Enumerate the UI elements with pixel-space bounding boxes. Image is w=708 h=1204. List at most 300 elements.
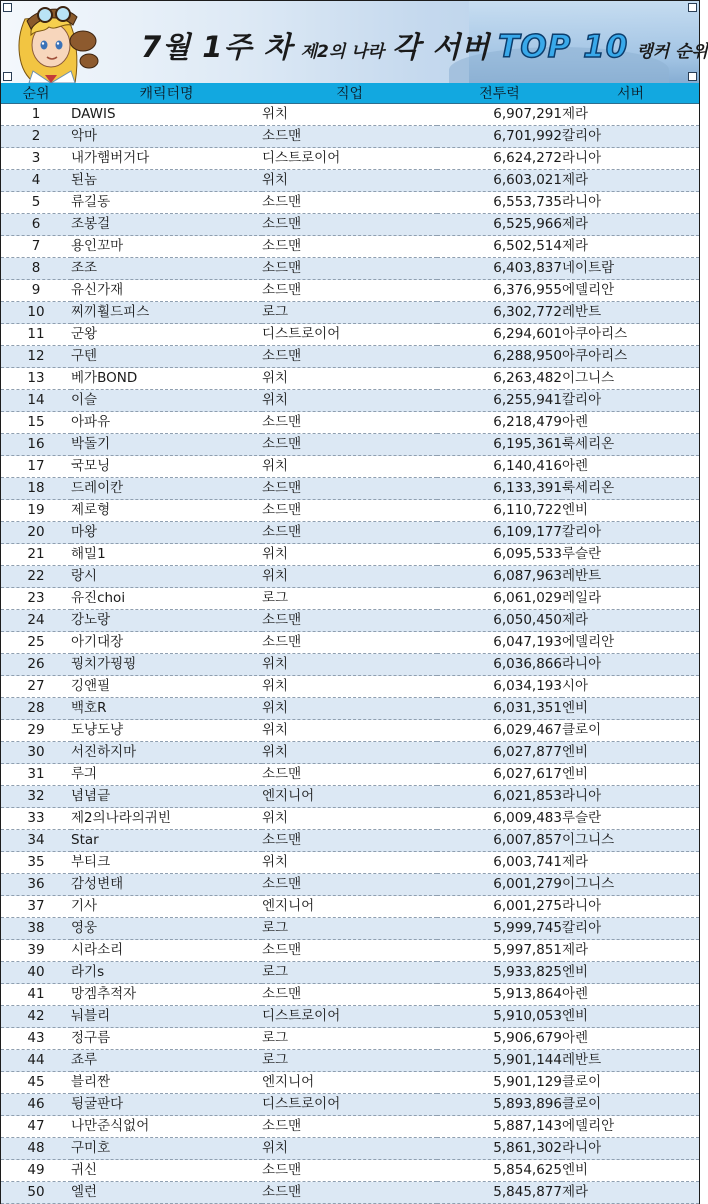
cell-server: 제라 (562, 214, 699, 236)
cell-character-name: 엘런 (71, 1182, 262, 1204)
cell-server: 제라 (562, 610, 699, 632)
table-row (1, 192, 699, 214)
cell-combat-power: 5,913,864 (437, 984, 562, 1006)
cell-server: 시아 (562, 676, 699, 698)
header-job: 직업 (262, 83, 437, 104)
table-row (1, 808, 699, 830)
cell-character-name: 해밀1 (71, 544, 262, 566)
cell-character-name: 망겜추적자 (71, 984, 262, 1006)
cell-combat-power: 5,906,679 (437, 1028, 562, 1050)
cell-combat-power: 6,061,029 (437, 588, 562, 610)
cell-character-name: 악마 (71, 126, 262, 148)
cell-server: 칼리아 (562, 126, 699, 148)
header-rank: 순위 (1, 83, 71, 104)
cell-character-name: 정구름 (71, 1028, 262, 1050)
cell-rank: 4 (1, 170, 71, 192)
cell-character-name: 찌끼훨드피스 (71, 302, 262, 324)
cell-job: 소드맨 (262, 346, 437, 368)
table-row (1, 214, 699, 236)
table-row (1, 126, 699, 148)
cell-job: 위치 (262, 1138, 437, 1160)
cell-combat-power: 5,901,144 (437, 1050, 562, 1072)
table-row (1, 1006, 699, 1028)
corner-mark (3, 3, 12, 12)
cell-rank: 12 (1, 346, 71, 368)
cell-rank: 34 (1, 830, 71, 852)
cell-server: 아쿠아리스 (562, 324, 699, 346)
cell-job: 소드맨 (262, 478, 437, 500)
cell-server: 라니아 (562, 654, 699, 676)
table-row (1, 654, 699, 676)
cell-job: 로그 (262, 918, 437, 940)
cell-character-name: 제2의나라의귀빈 (71, 808, 262, 830)
cell-job: 위치 (262, 170, 437, 192)
cell-server: 에델리안 (562, 1116, 699, 1138)
cell-combat-power: 6,027,617 (437, 764, 562, 786)
cell-character-name: 유신가재 (71, 280, 262, 302)
cell-combat-power: 6,263,482 (437, 368, 562, 390)
cell-rank: 36 (1, 874, 71, 896)
cell-server: 라니아 (562, 148, 699, 170)
cell-rank: 21 (1, 544, 71, 566)
cell-combat-power: 6,255,941 (437, 390, 562, 412)
title-each-server: 각 서버 (392, 30, 491, 64)
table-row (1, 1050, 699, 1072)
cell-job: 위치 (262, 456, 437, 478)
cell-rank: 39 (1, 940, 71, 962)
cell-job: 위치 (262, 676, 437, 698)
cell-job: 로그 (262, 1028, 437, 1050)
cell-character-name: 아파유 (71, 412, 262, 434)
table-row (1, 324, 699, 346)
cell-job: 소드맨 (262, 126, 437, 148)
table-header (1, 83, 699, 104)
cell-combat-power: 6,047,193 (437, 632, 562, 654)
cell-rank: 28 (1, 698, 71, 720)
cell-combat-power: 6,034,193 (437, 676, 562, 698)
cell-server: 칼리아 (562, 390, 699, 412)
cell-character-name: 드레이칸 (71, 478, 262, 500)
table-row (1, 544, 699, 566)
cell-server: 클로이 (562, 1072, 699, 1094)
cell-rank: 9 (1, 280, 71, 302)
cell-job: 위치 (262, 104, 437, 126)
cell-job: 위치 (262, 852, 437, 874)
cell-combat-power: 5,893,896 (437, 1094, 562, 1116)
cell-job: 소드맨 (262, 764, 437, 786)
cell-rank: 10 (1, 302, 71, 324)
table-row (1, 1116, 699, 1138)
cell-character-name: 구텐 (71, 346, 262, 368)
cell-rank: 22 (1, 566, 71, 588)
cell-rank: 43 (1, 1028, 71, 1050)
cell-server: 룩세리온 (562, 434, 699, 456)
cell-server: 에델리안 (562, 632, 699, 654)
cell-server: 루슬란 (562, 544, 699, 566)
cell-server: 이그니스 (562, 874, 699, 896)
cell-server: 라니아 (562, 896, 699, 918)
cell-job: 소드맨 (262, 522, 437, 544)
cell-combat-power: 6,195,361 (437, 434, 562, 456)
table-row (1, 698, 699, 720)
cell-server: 루슬란 (562, 808, 699, 830)
cell-rank: 23 (1, 588, 71, 610)
table-body (1, 104, 699, 1204)
cell-job: 위치 (262, 566, 437, 588)
cell-combat-power: 6,525,966 (437, 214, 562, 236)
cell-job: 로그 (262, 1050, 437, 1072)
cell-job: 엔지니어 (262, 786, 437, 808)
cell-character-name: 뒹굴판다 (71, 1094, 262, 1116)
table-row (1, 720, 699, 742)
cell-server: 제라 (562, 236, 699, 258)
cell-character-name: 루긔 (71, 764, 262, 786)
cell-character-name: 나만준식없어 (71, 1116, 262, 1138)
cell-rank: 17 (1, 456, 71, 478)
table-row (1, 280, 699, 302)
cell-character-name: 구미호 (71, 1138, 262, 1160)
cell-combat-power: 6,376,955 (437, 280, 562, 302)
cell-character-name: 기사 (71, 896, 262, 918)
cell-combat-power: 5,910,053 (437, 1006, 562, 1028)
cell-combat-power: 5,887,143 (437, 1116, 562, 1138)
cell-server: 제라 (562, 170, 699, 192)
corner-mark (3, 72, 12, 81)
cell-server: 엔비 (562, 962, 699, 984)
cell-combat-power: 6,110,722 (437, 500, 562, 522)
cell-character-name: 조조 (71, 258, 262, 280)
cell-combat-power: 6,302,772 (437, 302, 562, 324)
header-character-name: 캐릭터명 (71, 83, 262, 104)
cell-server: 이그니스 (562, 368, 699, 390)
table-row (1, 588, 699, 610)
cell-rank: 50 (1, 1182, 71, 1204)
cell-character-name: 서진하지마 (71, 742, 262, 764)
cell-rank: 2 (1, 126, 71, 148)
table-row (1, 412, 699, 434)
corner-mark (688, 72, 697, 81)
cell-job: 소드맨 (262, 1116, 437, 1138)
title-top10: TOP 10 (498, 29, 629, 65)
cell-job: 디스트로이어 (262, 324, 437, 346)
cell-job: 엔지니어 (262, 1072, 437, 1094)
cell-combat-power: 6,294,601 (437, 324, 562, 346)
cell-rank: 45 (1, 1072, 71, 1094)
cell-job: 소드맨 (262, 434, 437, 456)
corner-mark (688, 3, 697, 12)
table-row (1, 236, 699, 258)
cell-combat-power: 6,907,291 (437, 104, 562, 126)
cell-rank: 40 (1, 962, 71, 984)
cell-combat-power: 6,502,514 (437, 236, 562, 258)
cell-character-name: 제로형 (71, 500, 262, 522)
cell-combat-power: 6,288,950 (437, 346, 562, 368)
cell-character-name: 박돌기 (71, 434, 262, 456)
cell-rank: 33 (1, 808, 71, 830)
table-row (1, 764, 699, 786)
cell-rank: 5 (1, 192, 71, 214)
table-row (1, 786, 699, 808)
table-row (1, 148, 699, 170)
cell-combat-power: 6,007,857 (437, 830, 562, 852)
cell-rank: 31 (1, 764, 71, 786)
cell-job: 소드맨 (262, 940, 437, 962)
cell-server: 라니아 (562, 192, 699, 214)
table-row (1, 610, 699, 632)
cell-rank: 14 (1, 390, 71, 412)
cell-character-name: 조봉걸 (71, 214, 262, 236)
cell-character-name: 강노랑 (71, 610, 262, 632)
cell-combat-power: 6,624,272 (437, 148, 562, 170)
table-row (1, 302, 699, 324)
title-ranker: 랭커 순위 (636, 42, 708, 62)
cell-job: 소드맨 (262, 1160, 437, 1182)
cell-job: 소드맨 (262, 984, 437, 1006)
cell-character-name: Star (71, 830, 262, 852)
cell-combat-power: 6,050,450 (437, 610, 562, 632)
header-row (1, 83, 699, 104)
cell-character-name: 시라소리 (71, 940, 262, 962)
cell-rank: 37 (1, 896, 71, 918)
table-row (1, 346, 699, 368)
cell-rank: 25 (1, 632, 71, 654)
cell-rank: 38 (1, 918, 71, 940)
cell-job: 소드맨 (262, 412, 437, 434)
cell-character-name: 군왕 (71, 324, 262, 346)
table-row (1, 522, 699, 544)
cell-rank: 24 (1, 610, 71, 632)
cell-combat-power: 5,861,302 (437, 1138, 562, 1160)
cell-combat-power: 6,087,963 (437, 566, 562, 588)
cell-combat-power: 6,218,479 (437, 412, 562, 434)
cell-rank: 42 (1, 1006, 71, 1028)
table-row (1, 940, 699, 962)
table-row (1, 874, 699, 896)
cell-rank: 18 (1, 478, 71, 500)
table-row (1, 1138, 699, 1160)
cell-server: 아렌 (562, 456, 699, 478)
cell-rank: 11 (1, 324, 71, 346)
cell-combat-power: 5,854,625 (437, 1160, 562, 1182)
cell-combat-power: 5,845,877 (437, 1182, 562, 1204)
cell-character-name: 아기대장 (71, 632, 262, 654)
cell-character-name: 국모닝 (71, 456, 262, 478)
cell-rank: 20 (1, 522, 71, 544)
table-row (1, 1182, 699, 1204)
cell-server: 엔비 (562, 1006, 699, 1028)
cell-combat-power: 6,029,467 (437, 720, 562, 742)
cell-rank: 29 (1, 720, 71, 742)
cell-job: 소드맨 (262, 236, 437, 258)
title-banner (1, 1, 708, 84)
header-combat-power: 전투력 (437, 83, 562, 104)
cell-combat-power: 6,009,483 (437, 808, 562, 830)
table-row (1, 434, 699, 456)
cell-job: 소드맨 (262, 1182, 437, 1204)
table-row (1, 1072, 699, 1094)
cell-rank: 16 (1, 434, 71, 456)
cell-character-name: 꿩치가꿩꿩 (71, 654, 262, 676)
cell-character-name: 유진choi (71, 588, 262, 610)
cell-combat-power: 6,036,866 (437, 654, 562, 676)
cell-character-name: 눠블리 (71, 1006, 262, 1028)
cell-combat-power: 6,001,275 (437, 896, 562, 918)
cell-job: 디스트로이어 (262, 1094, 437, 1116)
cell-character-name: 랑시 (71, 566, 262, 588)
cell-server: 엔비 (562, 742, 699, 764)
cell-job: 소드맨 (262, 214, 437, 236)
table-row (1, 1160, 699, 1182)
cell-rank: 30 (1, 742, 71, 764)
cell-character-name: 념념긑 (71, 786, 262, 808)
cell-rank: 15 (1, 412, 71, 434)
table-row (1, 676, 699, 698)
cell-character-name: 도냥도냥 (71, 720, 262, 742)
cell-character-name: 내가햄버거다 (71, 148, 262, 170)
cell-character-name: 부티크 (71, 852, 262, 874)
cell-server: 엔비 (562, 764, 699, 786)
cell-combat-power: 6,553,735 (437, 192, 562, 214)
cell-job: 소드맨 (262, 610, 437, 632)
cell-job: 소드맨 (262, 632, 437, 654)
cell-server: 엔비 (562, 698, 699, 720)
cell-job: 위치 (262, 720, 437, 742)
cell-server: 칼리아 (562, 918, 699, 940)
cell-rank: 46 (1, 1094, 71, 1116)
cell-combat-power: 6,095,533 (437, 544, 562, 566)
cell-character-name: 영웅 (71, 918, 262, 940)
cell-character-name: 라기s (71, 962, 262, 984)
cell-character-name: 블리짠 (71, 1072, 262, 1094)
cell-job: 소드맨 (262, 280, 437, 302)
table-row (1, 962, 699, 984)
cell-character-name: 죠루 (71, 1050, 262, 1072)
cell-rank: 8 (1, 258, 71, 280)
banner-title (141, 25, 708, 65)
cell-server: 라니아 (562, 786, 699, 808)
cell-server: 레반트 (562, 1050, 699, 1072)
ranking-table (1, 83, 699, 1204)
cell-rank: 7 (1, 236, 71, 258)
cell-character-name: 귀신 (71, 1160, 262, 1182)
table-row (1, 104, 699, 126)
cell-server: 레반트 (562, 302, 699, 324)
cell-rank: 27 (1, 676, 71, 698)
cell-character-name: 용인꼬마 (71, 236, 262, 258)
table-row (1, 368, 699, 390)
cell-server: 아렌 (562, 984, 699, 1006)
cell-job: 위치 (262, 368, 437, 390)
table-row (1, 500, 699, 522)
cell-combat-power: 5,999,745 (437, 918, 562, 940)
cell-rank: 6 (1, 214, 71, 236)
cell-server: 제라 (562, 1182, 699, 1204)
cell-combat-power: 5,997,851 (437, 940, 562, 962)
cell-job: 로그 (262, 588, 437, 610)
cell-rank: 32 (1, 786, 71, 808)
cell-combat-power: 6,031,351 (437, 698, 562, 720)
table-row (1, 566, 699, 588)
table-row (1, 1028, 699, 1050)
cell-server: 레일라 (562, 588, 699, 610)
table-row (1, 830, 699, 852)
cell-combat-power: 6,603,021 (437, 170, 562, 192)
cell-character-name: DAWIS (71, 104, 262, 126)
cell-rank: 47 (1, 1116, 71, 1138)
cell-combat-power: 6,021,853 (437, 786, 562, 808)
cell-job: 소드맨 (262, 258, 437, 280)
cell-job: 위치 (262, 544, 437, 566)
cell-combat-power: 6,001,279 (437, 874, 562, 896)
cell-server: 제라 (562, 852, 699, 874)
cell-server: 칼리아 (562, 522, 699, 544)
cell-combat-power: 6,003,741 (437, 852, 562, 874)
cell-job: 위치 (262, 698, 437, 720)
cell-rank: 49 (1, 1160, 71, 1182)
cell-combat-power: 5,933,825 (437, 962, 562, 984)
cell-rank: 19 (1, 500, 71, 522)
cell-character-name: 백호R (71, 698, 262, 720)
cell-server: 룩세리온 (562, 478, 699, 500)
cell-rank: 3 (1, 148, 71, 170)
cell-character-name: 류길동 (71, 192, 262, 214)
cell-server: 네이트람 (562, 258, 699, 280)
cell-server: 이그니스 (562, 830, 699, 852)
cell-character-name: 깅앤필 (71, 676, 262, 698)
table-row (1, 170, 699, 192)
cell-server: 라니아 (562, 1138, 699, 1160)
cell-server: 아렌 (562, 1028, 699, 1050)
cell-job: 디스트로이어 (262, 148, 437, 170)
cell-job: 위치 (262, 390, 437, 412)
cell-server: 클로이 (562, 720, 699, 742)
cell-server: 엔비 (562, 1160, 699, 1182)
table-row (1, 852, 699, 874)
cell-job: 소드맨 (262, 500, 437, 522)
table-row (1, 258, 699, 280)
cell-combat-power: 6,027,877 (437, 742, 562, 764)
cell-job: 소드맨 (262, 830, 437, 852)
cell-rank: 1 (1, 104, 71, 126)
cell-job: 소드맨 (262, 874, 437, 896)
cell-server: 에델리안 (562, 280, 699, 302)
title-week: 7월 1주 차 (141, 30, 293, 64)
cell-job: 디스트로이어 (262, 1006, 437, 1028)
cell-job: 엔지니어 (262, 896, 437, 918)
table-row (1, 1094, 699, 1116)
cell-character-name: 된놈 (71, 170, 262, 192)
cell-rank: 26 (1, 654, 71, 676)
cell-server: 아쿠아리스 (562, 346, 699, 368)
cell-server: 아렌 (562, 412, 699, 434)
cell-job: 소드맨 (262, 192, 437, 214)
title-game-name: 제2의 나라 (300, 42, 385, 62)
header-server: 서버 (562, 83, 699, 104)
cell-combat-power: 6,109,177 (437, 522, 562, 544)
cell-server: 레반트 (562, 566, 699, 588)
table-row (1, 478, 699, 500)
cell-rank: 48 (1, 1138, 71, 1160)
cell-combat-power: 6,140,416 (437, 456, 562, 478)
cell-server: 제라 (562, 940, 699, 962)
cell-job: 로그 (262, 962, 437, 984)
table-row (1, 984, 699, 1006)
table-row (1, 918, 699, 940)
cell-combat-power: 6,133,391 (437, 478, 562, 500)
table-row (1, 456, 699, 478)
cell-server: 엔비 (562, 500, 699, 522)
cell-combat-power: 6,403,837 (437, 258, 562, 280)
